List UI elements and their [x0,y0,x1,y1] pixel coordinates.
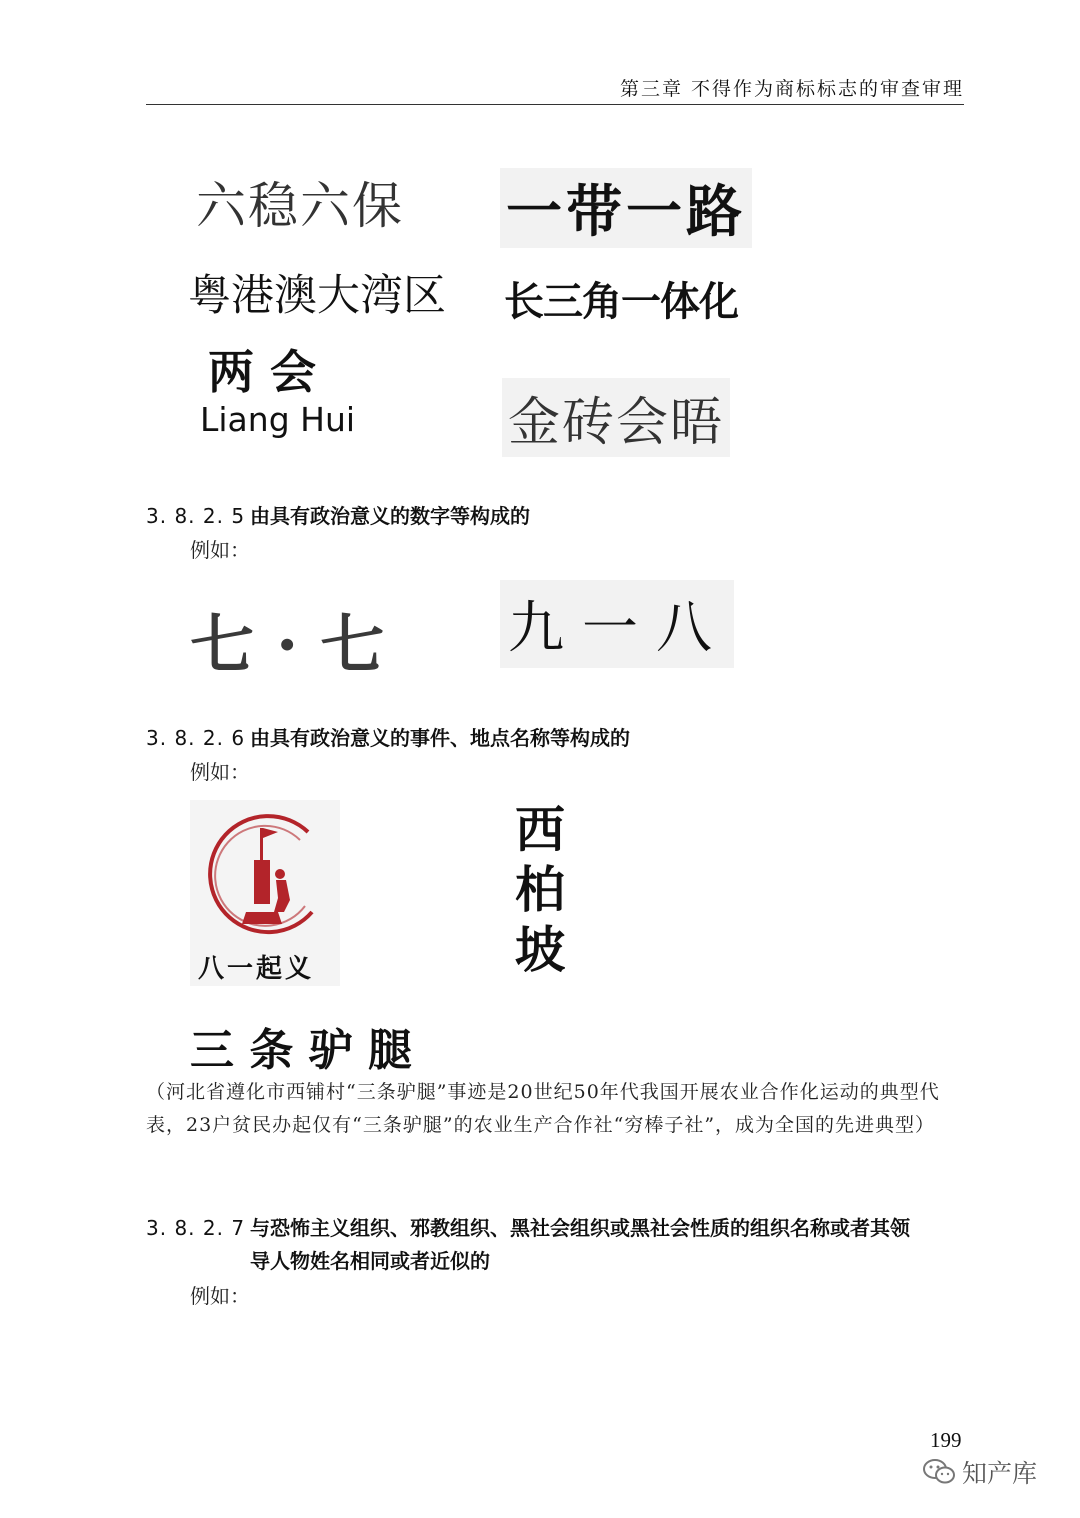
mark-lianghui [200,344,356,440]
mark-santiao-lvtui: 三 条 驴 腿 [190,1025,412,1076]
example-label: 例如： [190,538,250,562]
note-paragraph: （河北省遵化市西铺村“三条驴腿”事迹是20世纪50年代我国开展农业合作化运动的典型代表，23户贫民办起仅有“三条驴腿”的农业生产合作社“穷棒子社”，成为全国的先进典型） [146,1081,940,1136]
section-title-line1: 与恐怖主义组织、邪教组织、黑社会组织或黑社会性质的组织名称或者其领 [250,1216,910,1240]
section-number: 3. 8. 2. 6 [146,726,246,750]
mark-liuwen-liubao: 六稳六保 [196,177,404,235]
example-label: 例如： [190,1284,250,1308]
page-number: 199 [930,1428,962,1452]
mark-greater-bay-area: 粤港澳大湾区 [188,271,446,321]
section-title: 由具有政治意义的事件、地点名称等构成的 [250,726,630,750]
mark-yidai-yilu: 一带一路 [500,168,752,248]
bayi-logo-text: 八一起义 [198,954,315,984]
xibaipo-char: 柏 [515,860,565,919]
section-heading-3826 [146,722,630,751]
mark-xibaipo [510,800,570,980]
mark-lianghui-en: Liang Hui [200,400,356,439]
section-number: 3. 8. 2. 5 [146,504,246,528]
xibaipo-char: 西 [515,800,565,859]
wechat-icon [922,1458,956,1486]
xibaipo-char: 坡 [515,920,565,979]
section-title-line2: 导人物姓名相同或者近似的 [250,1249,490,1273]
bayi-logo-emblem [190,800,340,950]
section-heading-3825 [146,500,530,529]
mark-qiqi: 七·七 [190,608,407,683]
header-title: 第三章 不得作为商标标志的审查审理 [619,78,964,100]
mark-jinzhuan-huiwu: 金砖会晤 [502,378,730,457]
running-header [146,70,964,105]
mark-bayi-qiyi [190,800,340,986]
mark-jiuyiba: 九一八 [500,580,734,668]
mark-yangtze-delta: 长三角一体化 [504,279,738,325]
section-heading-3827 [146,1212,964,1278]
example-label: 例如： [190,760,250,784]
watermark [922,1454,1037,1490]
section-number: 3. 8. 2. 7 [146,1216,246,1240]
watermark-text: 知产库 [962,1459,1038,1488]
mark-lianghui-cn: 两 会 [208,345,317,399]
section-title: 由具有政治意义的数字等构成的 [250,504,530,528]
